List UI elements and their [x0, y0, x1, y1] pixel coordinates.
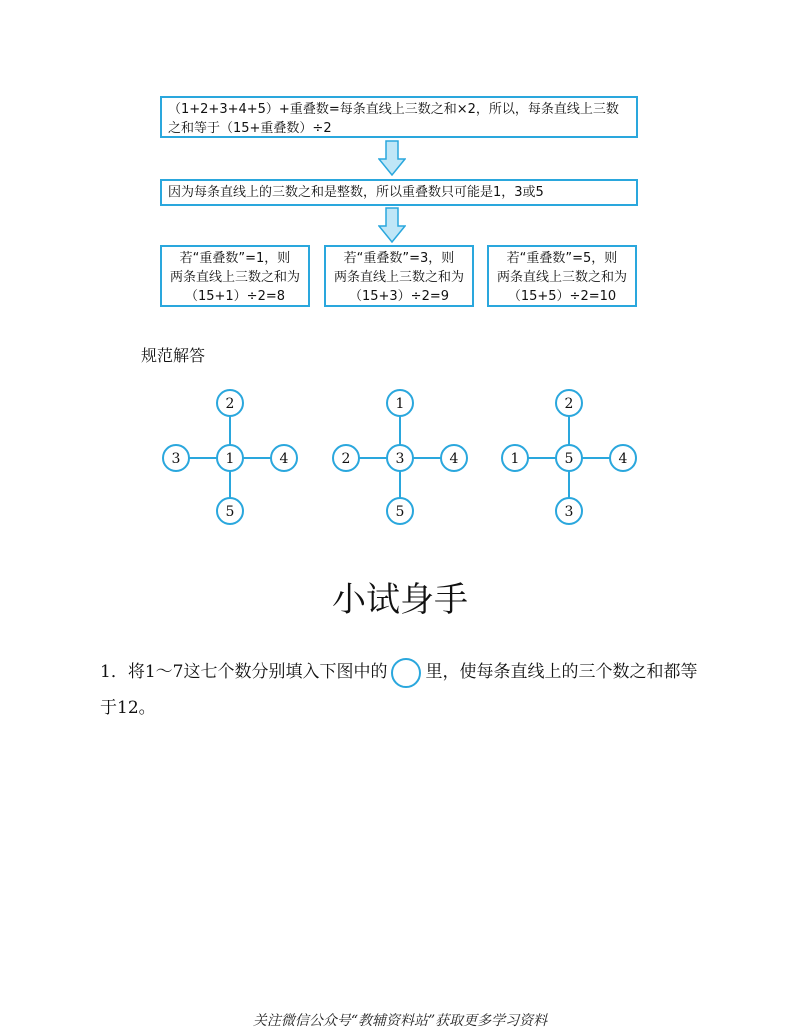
footer-watermark: 关注微信公众号“教辅资料站”获取更多学习资料	[252, 1013, 548, 1029]
case-line: 若“重叠数”=1，则	[179, 251, 291, 266]
node-top: 1	[395, 396, 405, 412]
node-right: 4	[449, 451, 459, 467]
formula-text: （1+2+3+4+5）+重叠数=每条直线上三数之和×2，所以，每条直线上三数之和等于（15+重叠数）÷2	[168, 102, 619, 136]
formula-box	[160, 96, 638, 138]
case-line: （15+3）÷2=9	[348, 289, 450, 304]
answer-title: 规范解答	[141, 346, 206, 365]
case-line: 若“重叠数”=3，则	[343, 251, 455, 266]
node-bottom: 5	[225, 504, 235, 520]
integer-note-box	[160, 179, 638, 206]
case-box-overlap-5	[487, 245, 637, 307]
case-line: （15+5）÷2=10	[507, 289, 617, 304]
node-top: 2	[225, 396, 235, 412]
node-left: 2	[341, 451, 351, 467]
node-left: 3	[171, 451, 181, 467]
node-left: 1	[510, 451, 520, 467]
down-arrow-1	[378, 140, 406, 176]
node-bottom: 5	[395, 504, 405, 520]
practice-heading: 小试身手	[332, 580, 468, 620]
integer-note-text: 因为每条直线上的三数之和是整数，所以重叠数只可能是1，3或5	[168, 185, 544, 200]
node-bottom: 3	[564, 504, 574, 520]
blank-circle-icon	[391, 658, 421, 688]
case-line: （15+1）÷2=8	[184, 289, 286, 304]
node-center: 3	[395, 451, 405, 467]
cross-diagram-1	[160, 387, 300, 527]
problem-part-2: 里，使每条直线上的三个数之和都等于12。	[100, 662, 698, 718]
case-box-overlap-1	[160, 245, 310, 307]
node-top: 2	[564, 396, 574, 412]
case-line: 两条直线上三数之和为	[333, 270, 464, 285]
down-arrow-2	[378, 207, 406, 243]
cross-diagram-3	[499, 387, 639, 527]
problem-text	[100, 654, 700, 726]
problem-part-1: 1．将1～7这七个数分别填入下图中的	[100, 662, 388, 682]
case-line: 若“重叠数”=5，则	[506, 251, 618, 266]
node-center: 5	[564, 451, 574, 467]
node-right: 4	[618, 451, 628, 467]
cross-diagram-2	[330, 387, 470, 527]
case-line: 两条直线上三数之和为	[496, 270, 627, 285]
case-box-overlap-3	[324, 245, 474, 307]
case-line: 两条直线上三数之和为	[169, 270, 300, 285]
node-right: 4	[279, 451, 289, 467]
node-center: 1	[225, 451, 235, 467]
